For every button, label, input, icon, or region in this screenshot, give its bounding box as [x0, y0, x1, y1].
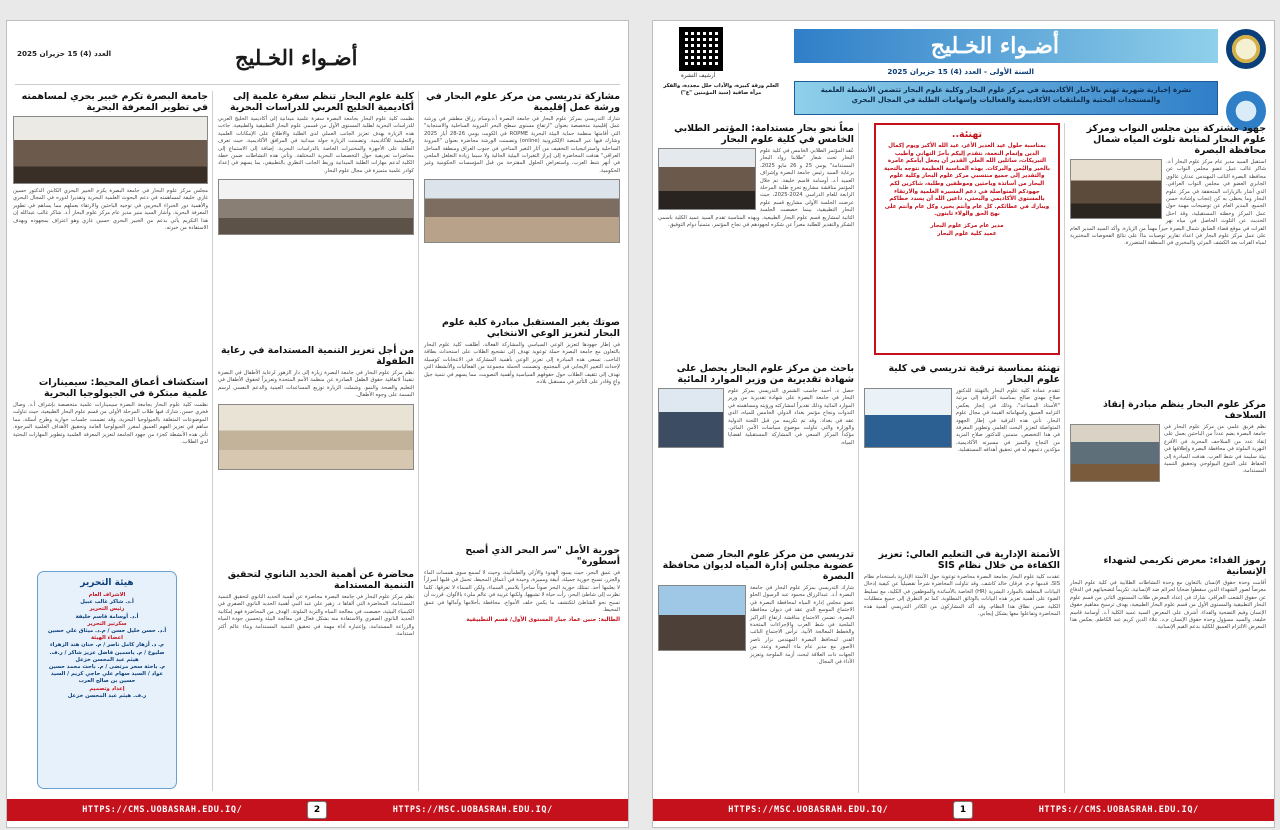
footer-link[interactable]: HTTPS://MSC.UOBASRAH.EDU.IQ/ [392, 805, 553, 815]
article [13, 91, 208, 371]
article [658, 549, 854, 793]
board-role: إعداد وتصميم [89, 685, 125, 692]
article-photo [424, 179, 620, 243]
article [218, 569, 414, 791]
article-body: نظمت كلية علوم البحار بجامعة البصرة سفرة علمية ميدانية إلى أكاديمية الخليج العربي للدراسات البحرية لطلبة المستوى الأول من قسمي علوم البحار التطبيقية والطبيعية. جاءت هذه الزيارة بهدف تعزيز الجانب العملي لدى الطلبة والاطلاع على الإمكانات العلمية والتعليمية للأكاديمية. وتضمنت الزيارة جولة ميدانية في المرافق الأكاديمية، حيث تعرف الطلبة على الأجهزة والمختبرات الخاصة بالدراسات البحرية. إضافة إلى الاستماع إلى محاضرات تعريفية حول التخصصات البحرية المختلفة. وتأتي هذه النشاطات ضمن خطة الكلية لدعم مهارات الطلبة الميدانية وربط الجانب النظري بالتطبيقي، بما يسهم في إعداد كوادر علمية متميزة في مجال علوم البحار. [216, 116, 414, 174]
page-header [15, 29, 620, 85]
page-number: 2 [307, 801, 327, 819]
article-photo [13, 116, 208, 184]
article-photo [218, 179, 414, 235]
article [658, 363, 854, 543]
article-title: مركز علوم البحار ينظم مبادرة إنقاذ السلاحف [1103, 399, 1266, 421]
article-body: شارك التدريسي بمركز علوم البحار في جامعة البصرة أ.د. عبدالرزاق محمود عبد الرسول الحلو عضو مجلس إدارة المياه لمحافظة البصرة في الاجتماع الموسع الذي عقد في ديوان محافظة البصرة. تضمن الاجتماع مناقشة ارتفاع التراكيز الملحية في شط العرب والإجراءات المتخذة والخطط المعالجة الآنية. ترأس الاجتماع النائب الفني لمحافظ البصرة المهندس نزار ناصر الأصور مع مدير عام ماء البصرة وعدد من الجهات ذات العلاقة لبحث أزمة الملوحة وتعزيز الأداء في المجال. [748, 585, 854, 666]
article-title: كلية علوم البحار تنظم سفرة علمية إلى أكاديمية الخليج العربي للدراسات البحرية [229, 91, 414, 113]
article-title: تهنئة بمناسبة ترقية تدريسي في كلية علوم البحار [888, 363, 1060, 385]
article-photo [1070, 159, 1162, 219]
article-photo [658, 585, 746, 651]
article [1070, 399, 1266, 549]
article-body: عقدت كلية علوم البحار بجامعة البصرة محاضرة توعوية حول الأتمتة الإدارية باستخدام نظام SIS، قدمها م.م. فرقان خالد كاشف. وقد تناولت المحاضرة شرحاً تفصيلياً عن كيفية إدخال البيانات المتعلقة بالموارد البشرية (HR) الخاصة بالأساتذة والموظفين في الكلية، مع تسليط الضوء على أهمية تعزيز هذه البيانات بالوثائق المطلوبة. كما تم التطرق إلى جميع متطلبات الكلية ضمن نطاق هذا النظام، وقد أكد المشاركون من الكادر التدريسي أهمية هذه المحاضرة وتفاعلوا معها بشكل إيجابي. [862, 574, 1060, 618]
article-photo [658, 148, 756, 210]
article-photo [864, 388, 952, 448]
article-title: باحث من مركز علوم البحار يحصل على شهادة تقديرية من وزير الموارد المائية [676, 363, 854, 385]
newsletter-page-1 [652, 20, 1275, 828]
article [424, 317, 620, 539]
editorial-sign: عميد كلية علوم البحار [937, 230, 997, 237]
board-role: سكرتير التحرير [87, 620, 127, 627]
article-photo [658, 388, 724, 448]
article-photo [1070, 424, 1160, 482]
article-title: جامعة البصرة تكرم خبير بحري لمساهمته في تطوير المعرفة البحرية [21, 91, 208, 113]
editorial-title: تهنئة.. [951, 129, 983, 140]
article-body: في إطار جهودها لتعزيز الوعي السياسي والمشاركة الفعالة، أطلقت كلية علوم البحار بالتعاون مع جامعة البصرة حملة توعوية تهدف إلى تشجيع الطلاب على استحداث بطاقة الناخب. تسعى هذه المبادرة إلى تعزيز الوعي بأهمية المشاركة في الانتخابات كوسيلة لإحداث التغيير الإيجابي في المجتمع. وتضمنت الحملة مجموعة من الفعاليات والأنشطة التي تهدف إلى تثقيف الطلاب حول حقوقهم السياسية وأهمية التصويت، مما يسهم في تنمية جيل واعٍ وقادر على التأثير في مستقبل بلاده. [422, 342, 620, 386]
editorial-body: بمناسبة حلول عيد الغدير الأغر، عيد الله الأكبر ويوم إكمال الدين وإتمام النعمة، نتقدم إليكم بأحرّ التهاني وأطيب التبريكات، سائلين الله العلي القدير أن يجعل أيامكم عامرة بالخير واليُمن والبركات. بهذه المناسبة العظيمة نتوجه بالتحية والتقدير إلى جميع منتسبي مركز علوم البحار وكلية علوم البحار من أساتذة وباحثين وموظفين وطلبة، شاكرين لكم جهودكم المتواصلة في دعم المسيرة العلمية والارتقاء بالمستوى الأكاديمي والبحثي، داعين الله أن يسدد خطاكم ويبارك في عطائكم. كل عام وأنتم بخير، وكل عام وأنتم على نهج الحق والولاء ثابتون. [882, 143, 1050, 218]
column-divider [1064, 123, 1065, 793]
column-divider [418, 91, 419, 791]
masthead-title: أضـواء الخـليج [930, 33, 1059, 59]
article-title: استكشاف أعماق المحيط: سيمينارات علمية مبتكرة في الجيولوجيا البحرية [38, 377, 208, 399]
article-body: شارك التدريسي بمركز علوم البحار في جامعة البصرة أ.د.وسام رزاق مطشر في ورشة عمل إقليمية متخصصة بعنوان "ارتفاع مستوى سطح البحر المرونة الساحلية والاستجابة" التي أقامتها منظمة حماية البيئة البحرية ROPME في الكويت يومي 26-28 أيار 2025 وشارك فيها عبر المنصة الإلكترونية (online) وتضمنت الورشة محاضرة بعنوان "المرونة الساحلية واستراتيجيات التخفيف من آثار التغير المناخي في جنوب العراق ومنطقة الساحل العراقي" هدفت المحاضرة إلى إبراز التغيرات البيئية الحالية ولا سيما زيادة التغلغل الملحي في أنهر شط العرب، واستعراض الحلول المقترحة من قبل المؤسسات الحكومية وغير الحكومية. [422, 116, 620, 174]
article-body: نظمت كلية علوم البحار بجامعة البصرة سيمينارات علمية متخصصة بإشراف أ.د. وصال فخري حسن، شارك فيها طلاب المرحلة الأولى من قسم علوم البحار الطبيعية، حيث تناولت الموضوعات المتعلقة بالجيولوجيا البحرية، وقد تضمنت جلسات حوارية وطرح أسئلة، مما ساهم في تعزيز الفهم العميق لمقرر الجيولوجيا العامة وتحقيق الأهداف العلمية المرجوة. تأتي هذه الأنشطة كجزء من جهود الجامعة لتعزيز المعرفة العلمية وتطوير المهارات البحثية لدى الطلاب. [11, 402, 208, 446]
article-title: من أجل تعزيز التنمية المستدامة في رعاية الطفولة [221, 345, 414, 367]
qr-code-icon[interactable] [679, 27, 723, 71]
article [1070, 123, 1266, 393]
article [864, 363, 1060, 543]
article [864, 549, 1060, 793]
article-body: تتقدم عمادة كلية علوم البحار بالتهنئة للدكتور صلاح مهدي صالح بمناسبة الترقية إلى مرتبة "الأستاذ المساعد"، وذلك في إنجاز يعكس التزامه العميق واسهاماته القيمة في مجال علوم البحار. تأتي هذه الترقية في إطار الجهود المتواصلة لتعزيز البحث العلمي وتطوير المعرفة في هذا التخصص. متمنين للدكتور صلاح المزيد من النجاح والتميز في مسيرته الأكاديمية، مؤكدين دعمهم له في تحقيق أهدافه المستقبلية. [954, 388, 1060, 454]
article-body: نظم مركز علوم البحار في جامعة البصرة محاضرة عن أهمية الحديد النانوي لتحقيق التنمية المستدامة. المحاضرة التي ألقاها د. زهير علي عبد النبي أهمية الحديد النانوي الصفري في الكيمياء البيئية، خصصت في معالجة المياه والتربة الملوثة. الهدف من المحاضرة فهم إمكانية الحديد النانوي الصفري والاستفادة منه بشكل فعال في معالجة البيئة وتحسين جودة المياه والزراعة المستدامة، وإعتباره أداة مهمة في تحقيق التنمية المستدامة وبناء عالم أكثر استدامة. [216, 594, 414, 638]
board-names: م. د. أزهار كامل ناصر / م. حنان هند الزهراء صليوخ / م. ياسمين فاضل عزيز شاكر / ر.ف. هيثم عبد المحسن خزعل [49, 642, 165, 663]
article-title: محاضرة عن أهمية الحديد النانوي لتحقيق التنمية المستدامة [227, 569, 414, 591]
article-body: عُقد المؤتمر الطلابي الخامس في كلية علوم البحار تحت شعار "طلابنا رواد البحار المستدامة" يومي 25 و 26 مايو 2025، برعاية السيد رئيس جامعة البصرة وإشراف العميد أ.د. أوسامة قاسم خليفة. تم خلال المؤتمر مناقشة مشاريع تخرج طلبة المرحلة الرابعة للعام الدراسي 2024-2025، حيث عرضت الجلسة الأولى مشاريع قسم علوم البحار التطبيقية، بينما خصصت الجلسة الثانية لمشاريع قسم علوم البحار الطبيعية. وبهذه المناسبة تقدم السيد عميد الكلية باسمي الشكر والتقدير للطلبة معبراً عن شكره لجهودهم في نجاح المؤتمر، متمنياً دوام التوفيق. [656, 148, 854, 229]
board-role: رئيس التحرير [89, 606, 125, 613]
article [424, 91, 620, 313]
article-title: الأتمتة الإدارية في التعليم العالي: تعزيز الكفاءة من خلال نظام SIS [878, 549, 1060, 571]
page-number: 1 [953, 801, 973, 819]
article-body: مجلس مركز علوم البحار في جامعة البصرة يكرم الخبير البحري الكابتن الدكتور حسين غازي خليفة لمساهمته في دعم البحوث العلمية البحرية وتقديرا لدوره في المجال البحري والأهمية دور الخبراء البحريين في توجيه الباحثين والارتقاء بعملهم مما يساهم في تطوير المعرفة البحرية. وأشار السيد منير مدير عام مركز علوم البحار أ.د. شاكر غالب عبدالله إن هذا التكريم يأتي بدعم من الخبير البحري حسين غازي وهو اعتراف بمجهوده وبهدف الاستفادة من خبرته. [11, 188, 208, 232]
board-names: أ.د. أوسامة قاسم خليفة [75, 613, 139, 620]
article [658, 123, 854, 355]
article-title: صوتك يغير المستقبل مبادرة كلية علوم البحار لتعزيز الوعي الانتخابي [442, 317, 620, 339]
issue-line: العدد (4) 15 حزيران 2025 [17, 49, 112, 58]
article [218, 91, 414, 341]
article [424, 545, 620, 791]
editorial-note [874, 123, 1060, 355]
board-role: اعضاء الهيئة [90, 635, 124, 642]
article-body: نظم مركز علوم البحار في جامعة البصرة زيارة إلى دار الزهور لرعاية الأطفال في البصرة تنفيذاً لاتفاقية حقوق الطفل الصادرة عن منظمة الأمم المتحدة وتعزيزاً لحقوق الأطفال في التعليم والصحة والنمو. وشملت الزيارة توزيع المساعدات العينية والدعم النفسي لرسم البسمة على وجوه الأطفال. [216, 370, 414, 399]
banner-text: نشرة إخبارية شهرية تهتم بالأخبار الأكاديمية في مركز علوم البحار وكلية علوم البحار تتضمن الأنشطة العلمية والمستجدات البحثية والملتقيات الأكاديمية والفعاليات وإسهامات الطلبة في المجال البحري [820, 86, 1192, 104]
archive-label: أرشيف النشرة [681, 73, 716, 79]
article-body: حصل د. أحمد جاسب الشمري التدريسي بمركز علوم البحار في جامعة البصرة على شهادة تقديرية من وزير الموارد المائية وذلك تقديراً لمشاركته ورؤيته ومساهمته في الندوات ونجاح مؤتمر بغداد الدولي الخامس للمياه، الذي عقد في بغداد. وقد تم تكريمه من قبل اللجنة الدولية والوزارة والتي تناولت موضوع سياسات الأمن المائي. مؤكداً المركز السعي في المشاركة المستقبلية لقضايا المياه. [726, 388, 854, 446]
board-role: الاشراف العام [88, 592, 126, 598]
article-title: حورية الأمل "سر البحر الذي أصبح أسطورة" [465, 545, 620, 567]
university-logo [1226, 29, 1266, 69]
editorial-board [37, 571, 177, 789]
masthead-title: أضـواء الخـليج [235, 45, 358, 70]
newsletter-banner [794, 81, 1218, 115]
editorial-sign: مدير عام مركز علوم البحار [930, 222, 1004, 229]
article-body: أقامت وحدة حقوق الإنسان بالتعاون مع وحدة النشاطات الطلابية في كلية علوم البحار معرضاً لصور الشهداء الذين سقطوا ضحايا لحرائم ضد الإنسانية، تكريماً لتضحياتهم في الدفاع عن حقوق الشعب العراقي. شارك في إعداد المعرض طلاب المستوى الثاني من قسم علوم البحار التطبيقية والمستوى الأول من قسم علوم البحار الطبيعية، بهدف ترسيخ مفاهيم حقوق الإنسان وقيم التضحية والفداء. أشرف على المعرض السيد عميد الكلية أ.د. أوسامة قاسم خليفة، والسيد مسؤول وحدة حقوق الإنسان م.د. علاء الدين كريم عبد الكاظم. يعكس هذا المعرض الالتزام العميق للكلية بدعم القيم الإنسانية. [1068, 580, 1266, 631]
article-title: مشاركة تدريسي من مركز علوم البحار في ورشة عمل إقليمية [426, 91, 620, 113]
editorial-board-title: هيئة التحرير [80, 578, 134, 588]
board-names: م. باحثة سحر مرتضى / م. باحث محمد حسين عواد / السيد سهام علي حاجي كريم / السيد حسين بن صالح العرب [48, 664, 166, 685]
quote-notice: العلم ورقة كبيرة، والأداب حلل مجددة، والفكر مرآة صافية (سيد المؤمنين "ع") [663, 83, 779, 96]
article-title: تدريسي من مركز علوم البحار ضمن عضوية مجلس إدارة المياه لديوان محافظة البصرة [662, 549, 854, 582]
article-author: الطالبة: حنين عماد جبار المستوى الأول/ قسم التطبيقية [466, 617, 620, 624]
footer-link[interactable]: HTTPS://CMS.UOBASRAH.EDU.IQ/ [1038, 805, 1199, 815]
board-names: أ.د. شاكر غالب عبيل [80, 599, 134, 606]
article-body: استقبل السيد مدير عام مركز علوم البحار أ.د. شاكر غالب عبيل عضو مجلس النواب عن محافظة البصرة النائب المهندس عدنان عالوي الجابري العضو في مجلس النواب العراقي. الذي أشار بالزيارات المتحققة في مركز علوم البحار وما يحظى به كن إعجاب وإشادة حسن الجميع. المدير العام عن توضيحات مهمة حول عمل المركز وخطته المستقبلية، وقد احتل الحديث عن التلوث الحاصل في مياه نهر الفرات في موقع قضاء الصابق شمال البصرة حيزاً مهماً من الزيارة. وأكد السيد المدير العام على عمل مركز علوم البحار في اعداد تقارير توصيات بناءً على نتائج الفحوصات المختبرية لمياه الفرات بعد الكشف المرئي والمخبري في المنطقة المتضررة. [1068, 159, 1266, 247]
board-names: أ.د. حسن خليل حسن / م.د. ميثاق علي حسين [47, 628, 167, 635]
article-title: رموز الفداء: معرض تكريمي لشهداء الإنسانية [1103, 555, 1266, 577]
article-photo [218, 404, 414, 470]
issue-line: السنة الأولى - العدد (4) 15 حزيران 2025 [887, 67, 1034, 76]
article-title: جهود مشتركة بين مجلس النواب ومركز علوم البحار لمتابعة تلوث المياه شمال محافظة البصرة [1086, 123, 1266, 156]
footer-link[interactable]: HTTPS://CMS.UOBASRAH.EDU.IQ/ [82, 805, 243, 815]
column-divider [212, 91, 213, 791]
article-body: نظم فريق علمي من مركز علوم البحار في جامعة البصرة بضم عدداً من الباحثين بعمل على إنقاذ عدد من السلاحف المحرية في الأفرع النهرية الملوثة في محافظة البصرة وإطلاقها في بيئة سليمة في شط العرب. هدفت المبادرة إلى الحفاظ على التنوع البيولوجي وتحقيق التنمية المستدامة. [1162, 424, 1266, 475]
column-divider [858, 123, 859, 793]
footer-link[interactable]: HTTPS://MSC.UOBASRAH.EDU.IQ/ [728, 805, 889, 815]
article-title: معاً نحو بحار مستدامة: المؤتمر الطلابي الخامس في كلية علوم البحار [674, 123, 854, 145]
article [1070, 555, 1266, 793]
article-body: في عمق البحر، حيث يسود الهدوء والأزلي والطمأنينة، وحيث لا تُسمع سوى همسات الماء والجزر، تسبح حورية جميلة، أنيقة ومميزة، وحيدة في أعماق المحيط، تحمل في قلبها أسراراً لا يعلمها أحد. تمتلك حورية البحر صوتاً ساحراً يلامس السماء، ولكن السماء لا تعرفها، كلما نظرت إلى شاطئ البحر، رأت حياة لا تشبهها، ولكنها غريبة في عالم مليء بالألوان. قررت أن تسبح نحو الشاطئ لتكتشف ما يكمن خلف الأمواج، محافظة بأحلامها وآمالها في عمق المحيط. [422, 570, 620, 614]
article [13, 377, 208, 563]
board-names: ر.ف. هيثم عبد المحسن خزعل [67, 692, 147, 699]
newsletter-page-2 [6, 20, 629, 828]
article [218, 345, 414, 565]
